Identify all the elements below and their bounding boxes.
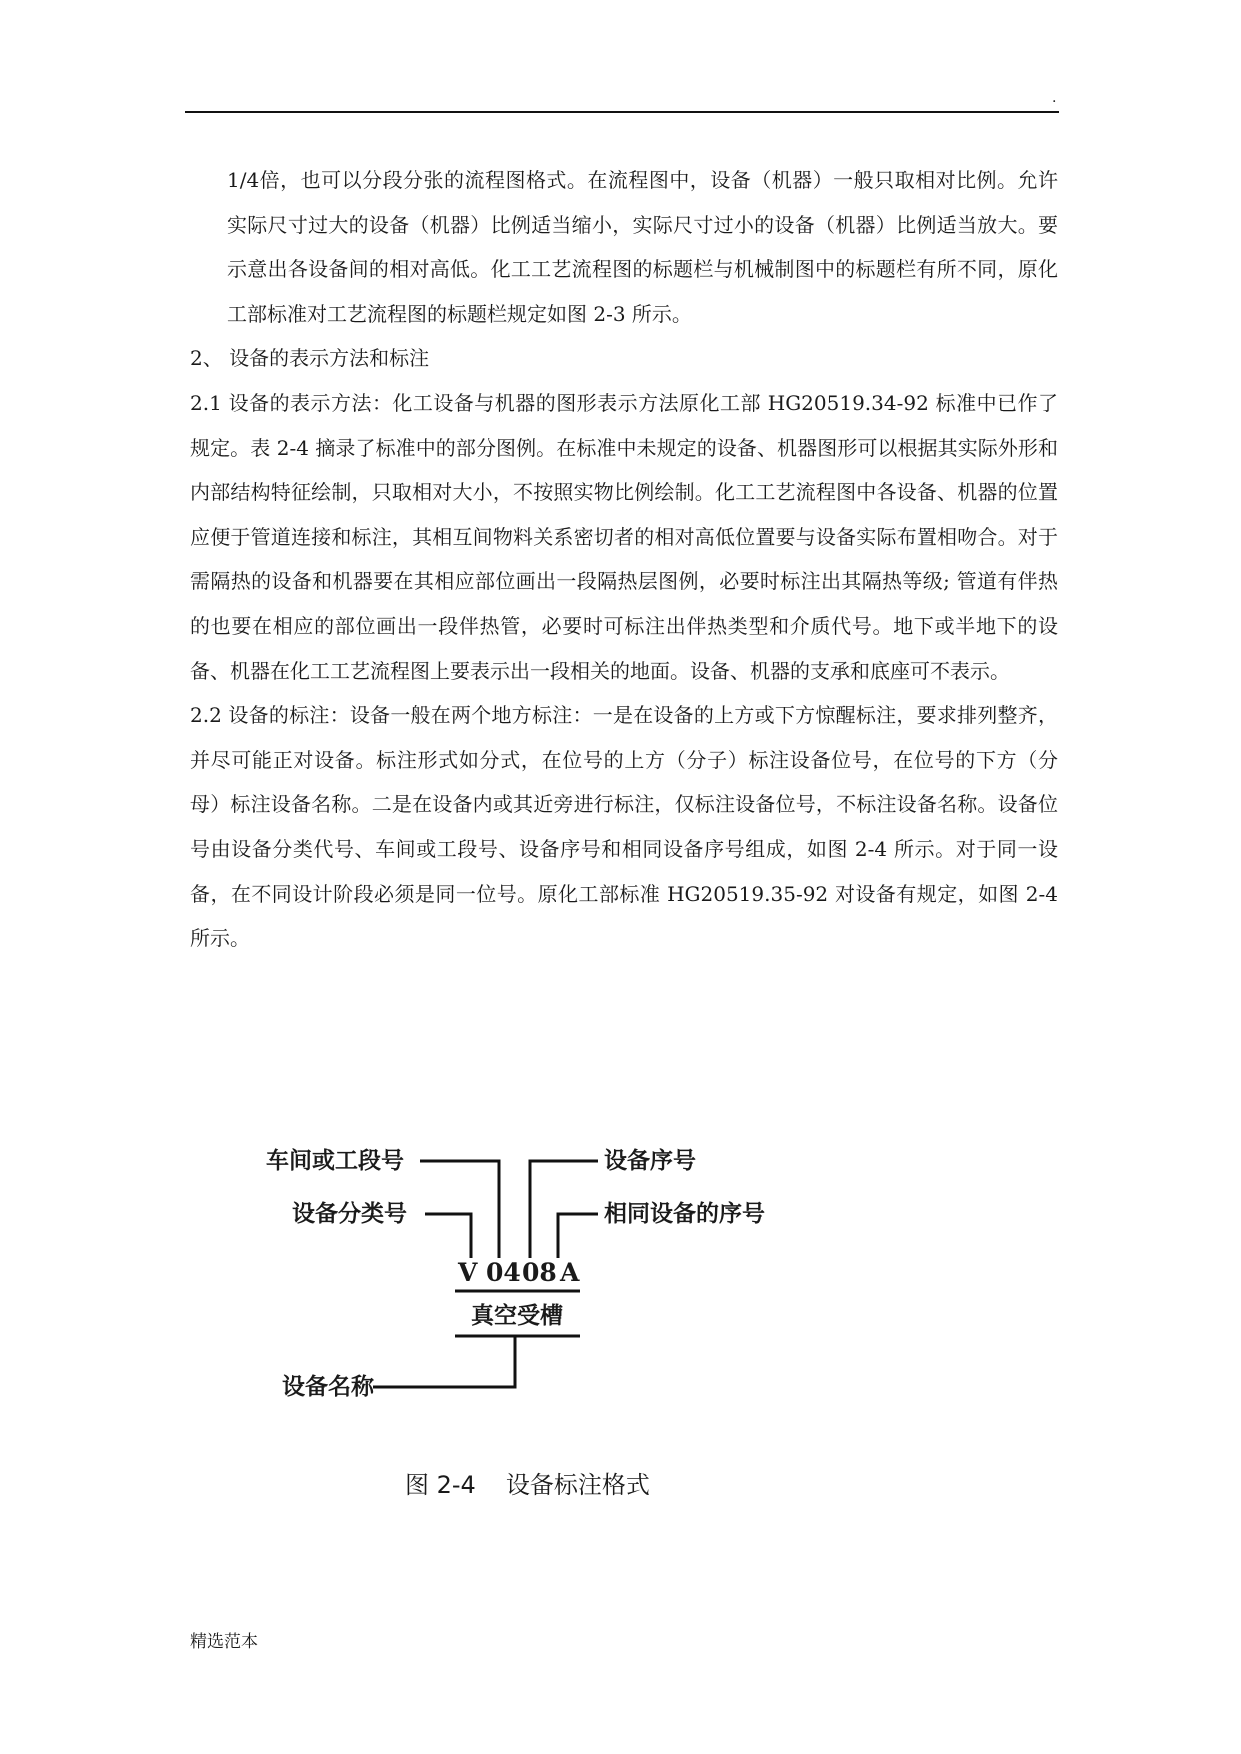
leader-workshop (420, 1161, 499, 1258)
equipment-name: 真空受槽 (471, 1303, 563, 1329)
code-workshop: 04 (486, 1258, 521, 1287)
code-same: A (560, 1258, 580, 1287)
paragraph-2-1: 2.1 设备的表示方法：化工设备与机器的图形表示方法原化工部 HG20519.34-92 标准中已作了规定。表 2-4 摘录了标准中的部分图例。在标准中未规定的设备、机器图形可以根据其实际外形和内部结构特征绘制，只取相对大小，不按照实物比例绘制。化工工艺流程图中各设备、机器的位置应便于管道连接和标注，其相互间物料关系密切者的相对高低位置要与设备实际布置相吻合。对于需隔热的设备和机器要在其相应部位画出一段隔热层图例，必要时标注出其隔热等级; 管道有伴热的也要在相应的部位画出一段伴热管，必要时可标注出伴热类型和介质代号。地下或半地下的设备、机器在化工工艺流程图上要表示出一段相关的地面。设备、机器的支承和底座可不表示。 (190, 390, 1058, 683)
body-text (190, 158, 1058, 961)
section-heading: 2、 设备的表示方法和标注 (190, 346, 430, 371)
label-workshop: 车间或工段号 (266, 1148, 404, 1174)
code-category: V (458, 1258, 478, 1287)
label-same-serial: 相同设备的序号 (604, 1201, 765, 1227)
caption-title: 设备标注格式 (505, 1471, 650, 1499)
leader-category (425, 1214, 471, 1258)
paragraph-2-2: 2.2 设备的标注：设备一般在两个地方标注：一是在设备的上方或下方惊醒标注，要求排列整齐，并尽可能正对设备。标注形式如分式，在位号的上方（分子）标注设备位号，在位号的下方（分母）标注设备名称。二是在设备内或其近旁进行标注，仅标注设备位号，不标注设备名称。设备位号由设备分类代号、车间或工段号、设备序号和相同设备序号组成，如图 2-4 所示。对于同一设备，在不同设计阶段必须是同一位号。原化工部标准 HG20519.35-92 对设备有规定，如图 2-4 所示。 (190, 703, 1058, 951)
label-serial: 设备序号 (604, 1148, 696, 1174)
label-name: 设备名称 (282, 1374, 374, 1400)
footer-text: 精选范本 (190, 1632, 258, 1652)
diagram-lines (260, 1140, 820, 1450)
leader-name (373, 1336, 515, 1387)
leader-serial (530, 1161, 598, 1258)
paragraph-continuation: 1/4倍，也可以分段分张的流程图格式。在流程图中，设备（机器）一般只取相对比例。允许实际尺寸过大的设备（机器）比例适当缩小，实际尺寸过小的设备（机器）比例适当放大。要示意出各设备间的相对高低。化工工艺流程图的标题栏与机械制图中的标题栏有所不同，原化工部标准对工艺流程图的标题栏规定如图 2-3 所示。 (227, 168, 1058, 326)
code-serial: 08 (522, 1258, 557, 1287)
label-category: 设备分类号 (292, 1201, 407, 1227)
figure-caption (405, 1470, 650, 1500)
equipment-code-diagram (260, 1140, 820, 1450)
header-mark: . (1052, 90, 1057, 106)
header-rule (185, 111, 1059, 113)
leader-same-serial (558, 1214, 598, 1258)
caption-number: 图 2-4 (405, 1471, 476, 1499)
